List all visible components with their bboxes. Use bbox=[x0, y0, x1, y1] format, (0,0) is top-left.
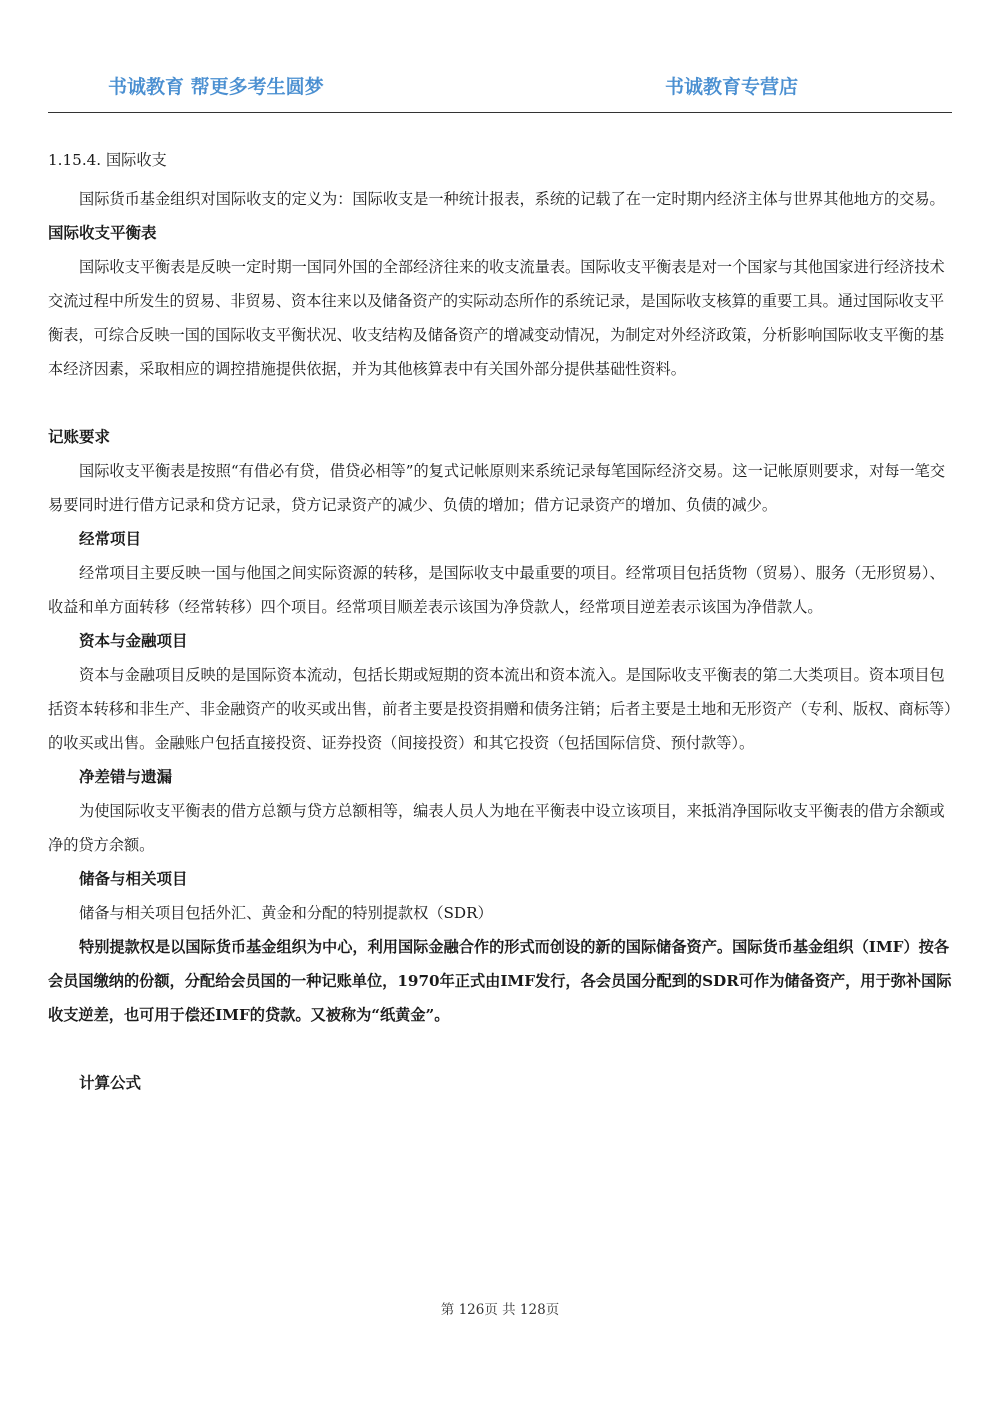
spacer bbox=[48, 386, 952, 420]
page-number: 第 126页 共 128页 bbox=[440, 1302, 560, 1318]
page-header bbox=[48, 72, 952, 112]
bop-definition: 国际货币基金组织对国际收支的定义为：国际收支是一种统计报表，系统的记载了在一定时期内经济主体与世界其他地方的交易。 bbox=[79, 190, 945, 208]
reserves-paragraph: 储备与相关项目包括外汇、黄金和分配的特别提款权（SDR） bbox=[79, 904, 493, 922]
bop-table-paragraph: 国际收支平衡表是反映一定时期一国同外国的全部经济往来的收支流量表。国际收支平衡表是对一个国家与其他国家进行经济技术交流过程中所发生的贸易、非贸易、资本往来以及储备资产的实际动态所作的系统记录，是国际收支核算的重要工具。通过国际收支平衡表，可综合反映一国的国际收支平衡状况、收支结构及储备资产的增减变动情况，为制定对外经济政策，分析影响国际收支平衡的基本经济因素，采取相应的调控措施提供依据，并为其他核算表中有关国外部分提供基础性资料。 bbox=[48, 258, 945, 378]
bookkeeping-heading: 记账要求 bbox=[48, 428, 111, 446]
current-account-heading: 经常项目 bbox=[79, 530, 142, 548]
formula-heading: 计算公式 bbox=[79, 1074, 142, 1092]
errors-omissions-heading: 净差错与遗漏 bbox=[79, 768, 173, 786]
sdr-paragraph: 特别提款权是以国际货币基金组织为中心，利用国际金融合作的形式而创设的新的国际储备资产。国际货币基金组织（IMF）按各会员国缴纳的份额，分配给会员国的一种记账单位，1970年正式由IMF发行，各会员国分配到的SDR可作为储备资产，用于弥补国际收支逆差，也可用于偿还IMF的贷款。又被称为“纸黄金”。 bbox=[48, 938, 952, 1024]
header-store-name: 书诚教育专营店 bbox=[665, 76, 799, 98]
header-divider bbox=[48, 112, 952, 113]
section-title: 1.15.4. 国际收支 bbox=[48, 151, 167, 169]
spacer bbox=[48, 1032, 952, 1066]
bookkeeping-paragraph: 国际收支平衡表是按照“有借必有贷，借贷必相等”的复式记帐原则来系统记录每笔国际经济交易。这一记帐原则要求，对每一笔交易要同时进行借方记录和贷方记录，贷方记录资产的减少、负债的增加；借方记录资产的增加、负债的减少。 bbox=[48, 462, 946, 514]
capital-account-paragraph: 资本与金融项目反映的是国际资本流动，包括长期或短期的资本流出和资本流入。是国际收支平衡表的第二大类项目。资本项目包括资本转移和非生产、非金融资产的收买或出售，前者主要是投资捐赠和债务注销；后者主要是土地和无形资产（专利、版权、商标等）的收买或出售。金融账户包括直接投资、证券投资（间接投资）和其它投资（包括国际信贷、预付款等）。 bbox=[48, 666, 952, 752]
errors-omissions-paragraph: 为使国际收支平衡表的借方总额与贷方总额相等，编表人员人为地在平衡表中设立该项目，来抵消净国际收支平衡表的借方余额或净的贷方余额。 bbox=[48, 802, 945, 854]
capital-account-heading: 资本与金融项目 bbox=[79, 632, 188, 650]
current-account-paragraph: 经常项目主要反映一国与他国之间实际资源的转移，是国际收支中最重要的项目。经常项目包括货物（贸易）、服务（无形贸易）、收益和单方面转移（经常转移）四个项目。经常项目顺差表示该国为净贷款人，经常项目逆差表示该国为净借款人。 bbox=[48, 564, 945, 616]
header-slogan: 书诚教育 帮更多考生圆梦 bbox=[108, 76, 324, 98]
bop-table-heading: 国际收支平衡表 bbox=[48, 224, 157, 242]
reserves-heading: 储备与相关项目 bbox=[79, 870, 188, 888]
document-body bbox=[48, 148, 952, 1100]
